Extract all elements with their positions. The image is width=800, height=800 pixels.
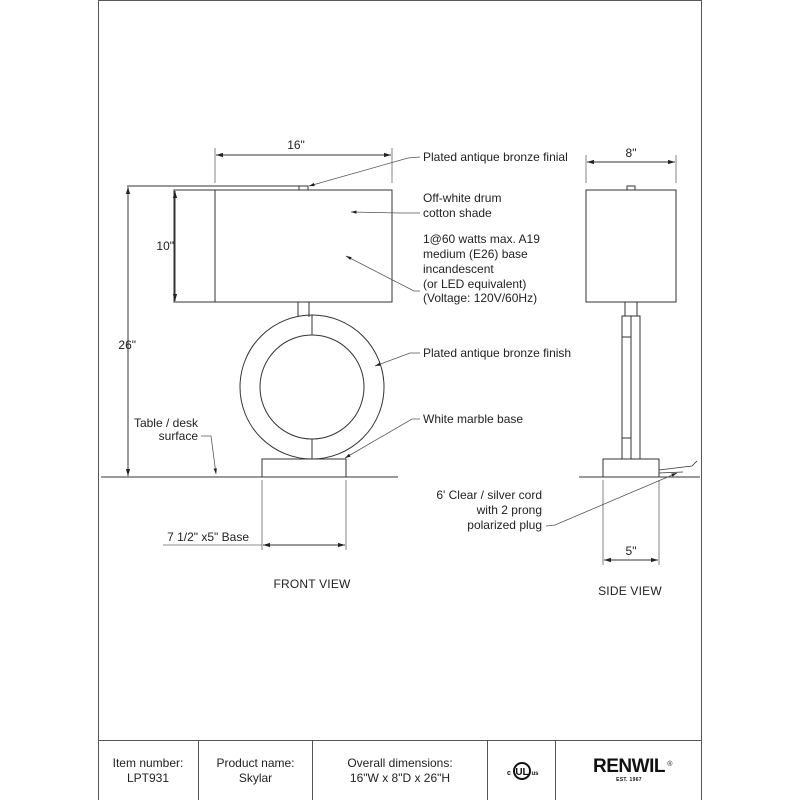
- callout-finial: Plated antique bronze finial: [423, 150, 568, 164]
- callout-shade-line1: Off-white drum: [423, 191, 502, 205]
- front-shade: [174, 190, 392, 302]
- dim-base-depth: 5": [625, 544, 637, 558]
- callout-bulb-line5: (Voltage: 120V/60Hz): [423, 291, 538, 305]
- product-name-value: Skylar: [238, 770, 273, 785]
- dim-shade-height: 10": [156, 239, 174, 253]
- item-number-value: LPT931: [126, 770, 170, 785]
- front-ring-outer: [240, 315, 384, 459]
- callout-bulb-line4: (or LED equivalent): [423, 277, 527, 291]
- callout-bulb-line1: 1@60 watts max. A19: [423, 232, 540, 246]
- front-view-drawing: [101, 148, 420, 550]
- brand-logo: RENWIL ®: [593, 755, 672, 777]
- dim-shade-depth: 8": [625, 146, 637, 160]
- product-name-label: Product name:: [216, 755, 295, 770]
- surface-label-line1: Table / desk: [133, 416, 198, 430]
- item-number-cell: [98, 741, 199, 800]
- front-finial: [299, 186, 308, 190]
- side-marble-base: [603, 459, 659, 477]
- callout-bulb-line3: incandescent: [423, 262, 494, 276]
- overall-dimensions-cell: [313, 741, 488, 800]
- title-block: [98, 740, 702, 800]
- brand-tagline: EST. 1967: [616, 776, 642, 783]
- dim-overall-height: 26": [118, 338, 136, 352]
- overall-dimensions-value: 16"W x 8"D x 26"H: [349, 770, 451, 785]
- callout-finish: Plated antique bronze finish: [423, 346, 572, 360]
- side-view-title: SIDE VIEW: [598, 584, 662, 598]
- svg-text:us: us: [530, 770, 539, 777]
- front-view-title: FRONT VIEW: [273, 577, 351, 591]
- callout-cord-line3: polarized plug: [467, 518, 542, 532]
- brand-cell: [556, 741, 702, 800]
- dim-shade-width: 16": [287, 138, 305, 152]
- overall-dimensions-label: Overall dimensions:: [347, 755, 453, 770]
- dim-base: 7 1/2" x5" Base: [167, 530, 249, 544]
- ul-listed-icon: [504, 761, 540, 781]
- side-view-drawing: [546, 155, 700, 565]
- svg-text:c: c: [506, 769, 511, 777]
- callout-shade-line2: cotton shade: [423, 206, 492, 220]
- surface-label-line2: surface: [158, 429, 198, 443]
- side-finial: [627, 186, 635, 190]
- callout-bulb-line2: medium (E26) base: [423, 247, 528, 261]
- front-marble-base: [262, 459, 346, 477]
- callout-base: White marble base: [423, 412, 524, 426]
- svg-text:UL: UL: [514, 766, 529, 778]
- certification-cell: [488, 741, 556, 800]
- callout-cord-line1: 6' Clear / silver cord: [436, 488, 542, 502]
- front-ring-inner: [260, 335, 364, 439]
- side-shade: [586, 190, 676, 302]
- callout-cord-line2: with 2 prong: [476, 503, 542, 517]
- product-name-cell: [199, 741, 313, 800]
- item-number-label: Item number:: [112, 755, 184, 770]
